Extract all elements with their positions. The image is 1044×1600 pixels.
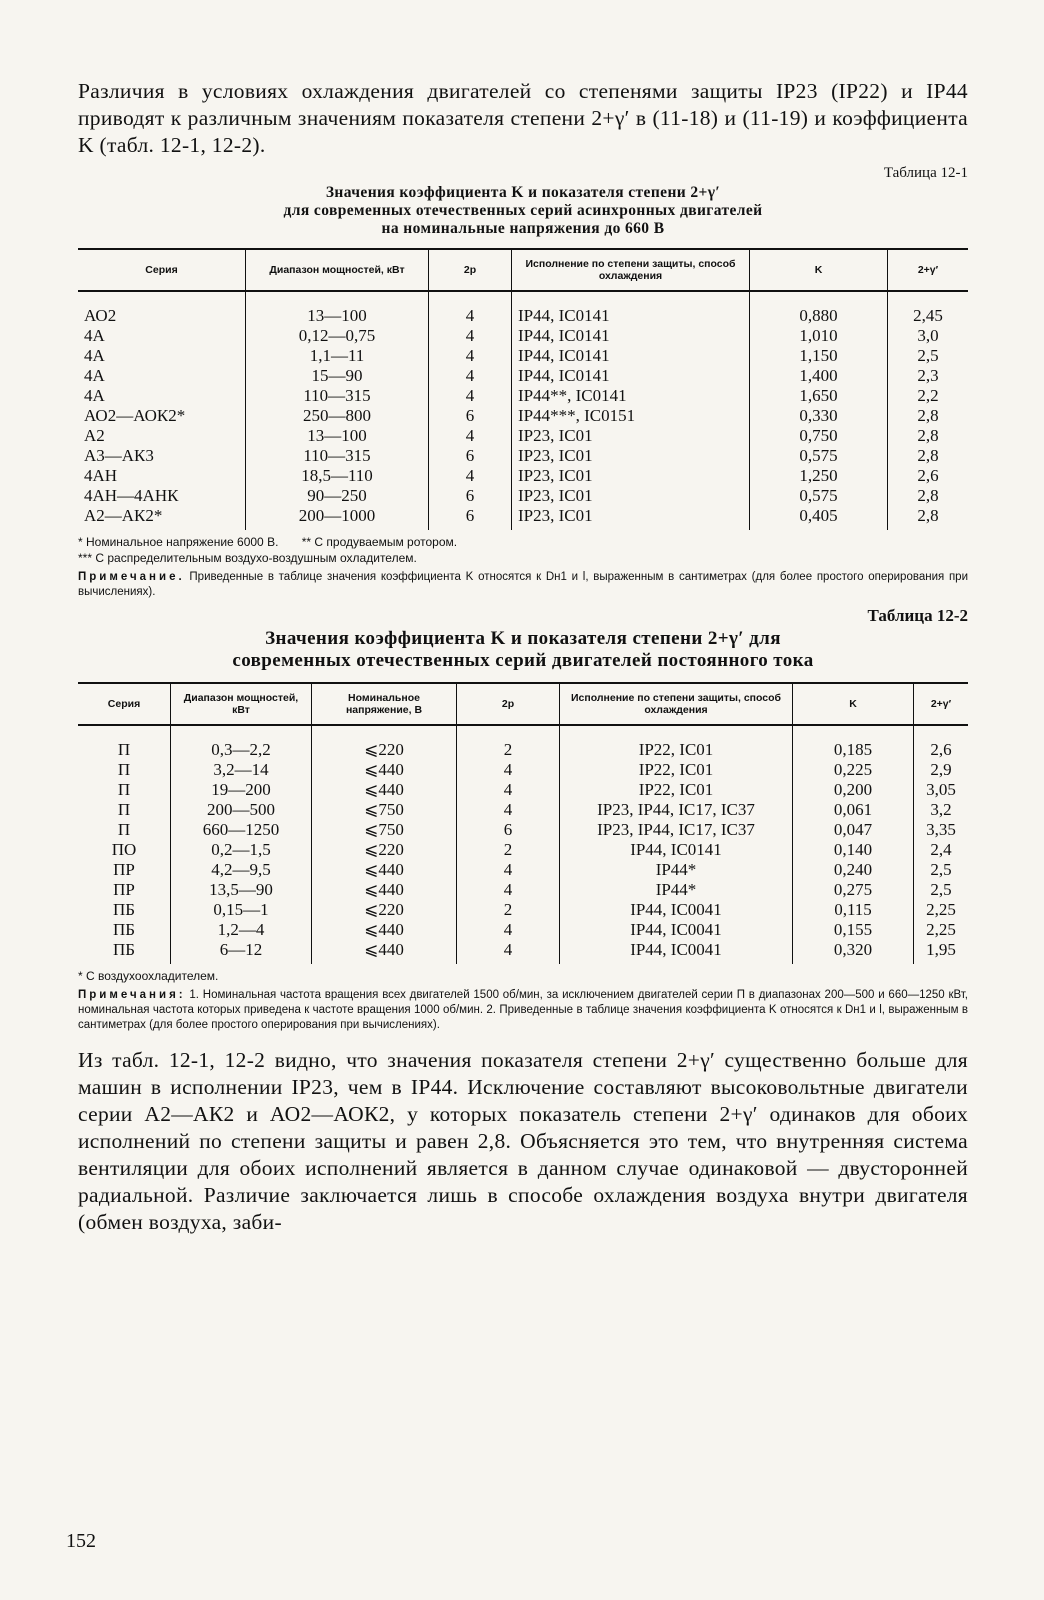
table1-cell: 2,6: [888, 466, 969, 486]
table1-note: [78, 570, 968, 600]
table2-cell: 4: [457, 880, 560, 900]
table1-cell: IP23, IC01: [512, 426, 750, 446]
table1-cell: IP23, IC01: [512, 486, 750, 506]
table2-cell: 13,5—90: [171, 880, 312, 900]
table1-cell: 4А: [84, 366, 105, 385]
table2-cell: ⩽220: [312, 900, 457, 920]
table2-cell: ПР: [113, 880, 135, 899]
table2-cell: 0,047: [793, 820, 914, 840]
table1-title-line: на номинальные напряжения до 660 В: [381, 220, 665, 237]
table1-cell: 2,8: [888, 486, 969, 506]
table2-cell: 2,4: [914, 840, 969, 860]
table1-cell: IP44, IC0141: [512, 346, 750, 366]
table-row: [78, 366, 968, 386]
table2-cell: ⩽440: [312, 880, 457, 900]
table2-cell: ПО: [111, 840, 137, 859]
table2-cell: П: [117, 780, 131, 799]
page-number: 152: [66, 1530, 96, 1552]
table-row: [78, 326, 968, 346]
table1-cell: 2,3: [888, 366, 969, 386]
table1-cell: 0,405: [750, 506, 888, 530]
table2-title: [78, 628, 968, 672]
table1-cell: IP23, IC01: [512, 506, 750, 530]
intro-paragraph: Различия в условиях охлаждения двигателей со степенями защиты IP23 (IP22) и IP44 приводят к различным значениям показателя степени 2+γ′ в (11-18) и (11-19) и коэффициента K (табл. 12-1, 12-2).: [78, 79, 968, 157]
table-row: [78, 486, 968, 506]
table1-cell: IP44**, IC0141: [512, 386, 750, 406]
table-row: [78, 386, 968, 406]
table1-cell: 110—315: [246, 386, 429, 406]
table2-cell: 6—12: [171, 940, 312, 964]
table2-title-line: современных отечественных серий двигателей постоянного тока: [232, 650, 814, 671]
table1-header-power: Диапазон мощностей, кВт: [246, 249, 429, 291]
table2-body: [78, 725, 968, 964]
table1-cell: IP44***, IC0151: [512, 406, 750, 426]
table1-cell: 2,2: [888, 386, 969, 406]
table1-header-poles: 2p: [429, 249, 512, 291]
table1-cell: 2,45: [888, 291, 969, 326]
table2-cell: 4: [457, 860, 560, 880]
table1-title-line: для современных отечественных серий асинхронных двигателей: [283, 202, 763, 219]
table2-cell: 2,5: [914, 860, 969, 880]
table1-cell: 4: [429, 386, 512, 406]
table1-cell: 3,0: [888, 326, 969, 346]
table1-cell: 4: [429, 426, 512, 446]
table1-cell: 1,250: [750, 466, 888, 486]
table2-cell: ПБ: [112, 940, 136, 959]
table2-header-power: Диапазон мощностей, кВт: [171, 683, 312, 725]
table1-cell: 2,8: [888, 406, 969, 426]
table2-cell: 0,2—1,5: [171, 840, 312, 860]
table2-header-k: K: [793, 683, 914, 725]
table2-header-poles: 2p: [457, 683, 560, 725]
table2-cell: IP44, IC0041: [560, 940, 793, 964]
table2-cell: 2: [457, 840, 560, 860]
table1-cell: 110—315: [246, 446, 429, 466]
table1-title-line: Значения коэффициента K и показателя степени 2+γ′: [325, 184, 721, 201]
table1-cell: 13—100: [246, 426, 429, 446]
table-row: [78, 940, 968, 964]
table2-cell: 1,95: [914, 940, 969, 964]
table1-cell: А3—АК3: [84, 446, 154, 465]
table2-cell: 2,6: [914, 725, 969, 760]
table2-footnote: * С воздухоохладителем.: [78, 969, 219, 983]
table1-cell: 2,8: [888, 446, 969, 466]
table2-note: [78, 988, 968, 1033]
table2-cell: ПБ: [112, 920, 136, 939]
table2-header-protection: Исполнение по степени защиты, способ охлаждения: [560, 683, 793, 725]
table2-cell: ⩽440: [312, 860, 457, 880]
table2-label: Таблица 12-2: [867, 606, 968, 625]
table2-cell: ⩽750: [312, 800, 457, 820]
table1-note-text: Приведенные в таблице значения коэффициента K относятся к Dн1 и l, выраженным в сантиметрах (для более простого оперирования при вычислениях).: [78, 571, 969, 598]
table-row: [78, 880, 968, 900]
table2-cell: 0,15—1: [171, 900, 312, 920]
table2-cell: П: [117, 760, 131, 779]
table1-cell: 2,8: [888, 506, 969, 530]
table2-cell: 0,115: [793, 900, 914, 920]
table2-cell: 1,2—4: [171, 920, 312, 940]
table1-cell: 0,12—0,75: [246, 326, 429, 346]
table-row: [78, 466, 968, 486]
table1-cell: 15—90: [246, 366, 429, 386]
table1-header-exponent: 2+γ′: [888, 249, 969, 291]
table1-cell: 4А: [84, 386, 105, 405]
table1-cell: IP23, IC01: [512, 466, 750, 486]
table-12-2: [78, 682, 968, 964]
table2-cell: 4: [457, 920, 560, 940]
table2-footnotes: [78, 968, 968, 984]
table2-cell: 2,25: [914, 920, 969, 940]
table2-cell: 0,155: [793, 920, 914, 940]
table2-cell: ⩽440: [312, 940, 457, 964]
table2-cell: IP23, IP44, IC17, IC37: [560, 820, 793, 840]
table1-cell: 18,5—110: [246, 466, 429, 486]
table2-cell: 4: [457, 760, 560, 780]
table2-cell: 0,185: [793, 725, 914, 760]
table1-cell: 4АН—4АНК: [84, 486, 179, 505]
table1-cell: АО2: [84, 306, 117, 325]
table2-cell: ПБ: [112, 900, 136, 919]
table1-cell: 2,8: [888, 426, 969, 446]
table2-cell: IP44*: [560, 860, 793, 880]
table2-cell: ⩽220: [312, 725, 457, 760]
table1-cell: А2: [84, 426, 105, 445]
table2-cell: 2: [457, 900, 560, 920]
table1-cell: 0,750: [750, 426, 888, 446]
table1-cell: 1,1—11: [246, 346, 429, 366]
table1-cell: 4А: [84, 326, 105, 345]
page-body: [78, 78, 968, 1236]
table-row: [78, 860, 968, 880]
table2-header-row: [78, 683, 968, 725]
table2-cell: П: [117, 820, 131, 839]
table1-cell: 0,575: [750, 446, 888, 466]
table2-cell: IP22, IC01: [560, 780, 793, 800]
table1-cell: IP44, IC0141: [512, 326, 750, 346]
table1-header-protection: Исполнение по степени защиты, способ охлаждения: [512, 249, 750, 291]
table2-cell: 0,200: [793, 780, 914, 800]
table2-cell: П: [117, 800, 131, 819]
table2-cell: 4: [457, 780, 560, 800]
table1-cell: 0,575: [750, 486, 888, 506]
table1-cell: 4: [429, 366, 512, 386]
table-row: [78, 506, 968, 530]
table1-cell: 6: [429, 406, 512, 426]
table2-cell: 6: [457, 820, 560, 840]
table2-cell: 3,2: [914, 800, 969, 820]
table2-cell: 19—200: [171, 780, 312, 800]
table-row: [78, 346, 968, 366]
table1-cell: IP23, IC01: [512, 446, 750, 466]
table1-cell: IP44, IC0141: [512, 291, 750, 326]
table2-cell: ⩽440: [312, 920, 457, 940]
table1-cell: 4: [429, 291, 512, 326]
table2-cell: IP22, IC01: [560, 725, 793, 760]
table1-cell: 1,010: [750, 326, 888, 346]
closing-paragraph: Из табл. 12-1, 12-2 видно, что значения показателя степени 2+γ′ существенно больше для машин в исполнении IP23, чем в IP44. Исключение составляют высоковольтные двигатели серии А2—АК2 и АО2—АОК2, у которых показатель степени 2+γ′ одинаков для обоих исполнений по степени защиты и равен 2,8. Объясняется это тем, что внутренняя система вентиляции для обоих исполнений является в данном случае одинаковой — двусторонней радиальной. Различие заключается лишь в способе охлаждения воздуха внутри двигателя (обмен воздуха, заби-: [78, 1048, 968, 1234]
table2-cell: ⩽750: [312, 820, 457, 840]
table1-cell: 4: [429, 346, 512, 366]
table2-cell: 0,140: [793, 840, 914, 860]
table1-body: [78, 291, 968, 530]
table2-cell: 3,05: [914, 780, 969, 800]
table1-cell: 90—250: [246, 486, 429, 506]
table1-cell: 6: [429, 506, 512, 530]
table2-cell: IP44*: [560, 880, 793, 900]
table2-cell: 2: [457, 725, 560, 760]
table1-header-series: Серия: [78, 249, 246, 291]
table2-cell: IP44, IC0041: [560, 920, 793, 940]
table-row: [78, 406, 968, 426]
table2-cell: 0,061: [793, 800, 914, 820]
table2-cell: IP22, IC01: [560, 760, 793, 780]
table-row: [78, 840, 968, 860]
table1-cell: 1,150: [750, 346, 888, 366]
table1-cell: 4АН: [84, 466, 118, 485]
table2-cell: 3,2—14: [171, 760, 312, 780]
table1-cell: 1,400: [750, 366, 888, 386]
table1-note-head: Примечание.: [78, 571, 185, 583]
table-row: [78, 820, 968, 840]
table1-cell: 0,880: [750, 291, 888, 326]
table2-cell: IP23, IP44, IC17, IC37: [560, 800, 793, 820]
table1-cell: 200—1000: [246, 506, 429, 530]
table2-cell: 0,320: [793, 940, 914, 964]
table2-cell: 2,9: [914, 760, 969, 780]
table1-label: Таблица 12-1: [883, 165, 968, 181]
table1-cell: А2—АК2*: [84, 506, 163, 525]
table1-cell: 13—100: [246, 291, 429, 326]
table2-cell: 0,3—2,2: [171, 725, 312, 760]
table2-cell: 0,275: [793, 880, 914, 900]
table2-title-line: Значения коэффициента K и показателя степени 2+γ′ для: [265, 628, 781, 649]
table1-footnote: * Номинальное напряжение 6000 В.: [78, 535, 279, 549]
table1-cell: 6: [429, 486, 512, 506]
table-12-1: [78, 248, 968, 530]
table2-note-head: Примечания:: [78, 989, 186, 1001]
table1-header-k: K: [750, 249, 888, 291]
table-row: [78, 780, 968, 800]
table1-cell: 1,650: [750, 386, 888, 406]
table2-note-text: 1. Номинальная частота вращения всех двигателей 1500 об/мин, за исключением двигателей серии П в диапазонах 200—500 и 660—1250 кВт, номинальная частота которых приведена к частоте вращения 1000 об/мин. 2. Приведенные в таблице значения коэффициента K относятся к Dн1 и l, выраженным в сантиметрах (для более простого оперирования при вычислениях).: [78, 989, 968, 1031]
table1-cell: 0,330: [750, 406, 888, 426]
table-row: [78, 291, 968, 326]
table2-cell: 0,225: [793, 760, 914, 780]
table1-footnotes: [78, 534, 968, 566]
table2-cell: ⩽440: [312, 780, 457, 800]
table2-header-voltage: Номинальное напряжение, В: [312, 683, 457, 725]
table2-cell: ПР: [113, 860, 135, 879]
table2-cell: 2,25: [914, 900, 969, 920]
table2-cell: IP44, IC0141: [560, 840, 793, 860]
table-row: [78, 760, 968, 780]
table2-cell: 4: [457, 940, 560, 964]
table2-cell: П: [117, 740, 131, 759]
table2-cell: ⩽440: [312, 760, 457, 780]
table2-cell: IP44, IC0041: [560, 900, 793, 920]
table1-footnote: *** С распределительным воздухо-воздушным охладителем.: [78, 551, 417, 565]
table1-cell: IP44, IC0141: [512, 366, 750, 386]
table1-cell: 4А: [84, 346, 105, 365]
table2-cell: 3,35: [914, 820, 969, 840]
table1-footnote: ** С продуваемым ротором.: [301, 535, 458, 549]
table2-cell: 4,2—9,5: [171, 860, 312, 880]
table2-header-series: Серия: [78, 683, 171, 725]
table-row: [78, 920, 968, 940]
table1-title: [78, 184, 968, 238]
table-row: [78, 900, 968, 920]
table-row: [78, 446, 968, 466]
table2-cell: 200—500: [171, 800, 312, 820]
table2-header-exponent: 2+γ′: [914, 683, 969, 725]
table2-cell: 660—1250: [171, 820, 312, 840]
table1-cell: 4: [429, 466, 512, 486]
table-row: [78, 426, 968, 446]
table2-cell: 0,240: [793, 860, 914, 880]
table2-cell: 4: [457, 800, 560, 820]
table1-header-row: [78, 249, 968, 291]
table-row: [78, 725, 968, 760]
table2-cell: ⩽220: [312, 840, 457, 860]
table1-cell: 6: [429, 446, 512, 466]
table-row: [78, 800, 968, 820]
table2-cell: 2,5: [914, 880, 969, 900]
table1-cell: 2,5: [888, 346, 969, 366]
table1-cell: 4: [429, 326, 512, 346]
table1-cell: 250—800: [246, 406, 429, 426]
table1-cell: АО2—АОК2*: [84, 406, 186, 425]
